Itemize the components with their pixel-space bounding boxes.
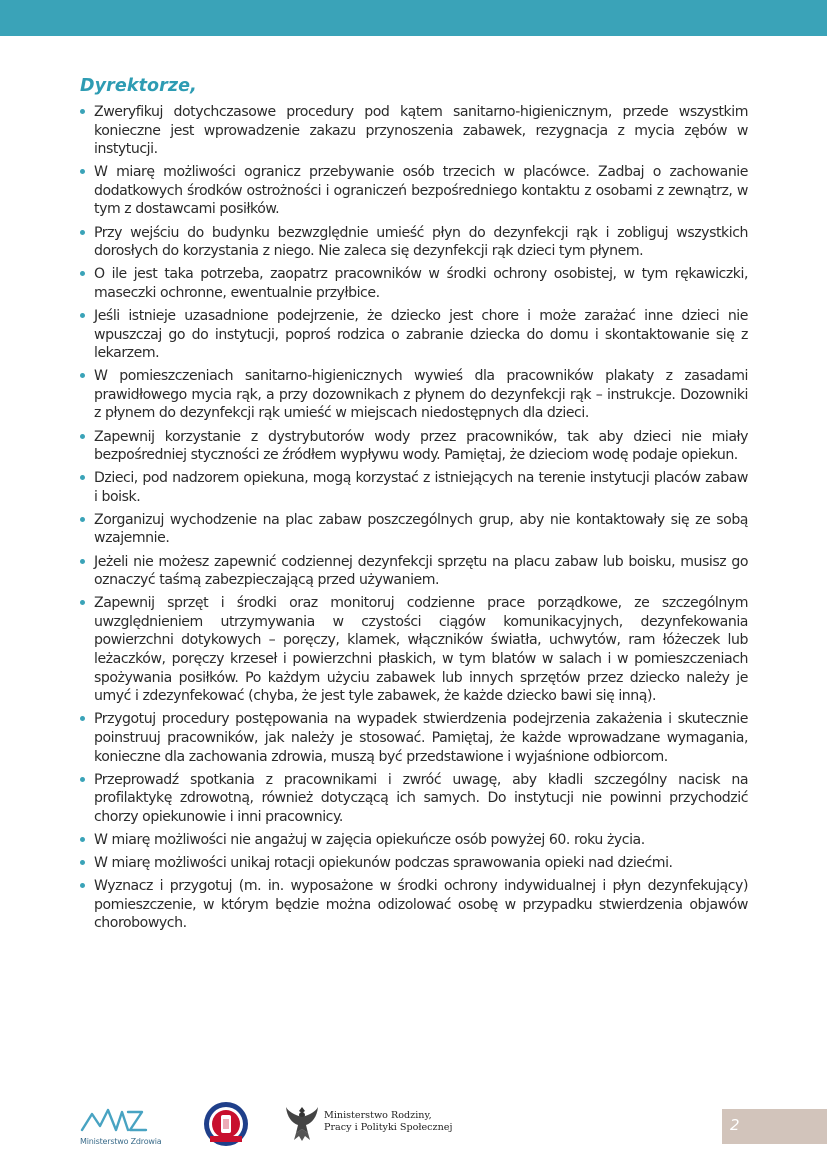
list-item bbox=[80, 553, 748, 590]
list-item bbox=[80, 224, 748, 261]
list-item-text: W pomieszczeniach sanitarno-higienicznych wywieś dla pracowników plakaty z zasadami prawidłowego mycia rąk, a przy dozownikach z płynem do dezynfekcji rąk – instrukcje. Dozowniki z płynem do dezynfekcji rąk umieść w miejscach niedostępnych dla dzieci. bbox=[94, 368, 748, 422]
page-number-box bbox=[722, 1109, 827, 1144]
list-item bbox=[80, 511, 748, 548]
bullet-icon bbox=[80, 860, 85, 865]
list-item bbox=[80, 307, 748, 363]
bullet-icon bbox=[80, 271, 85, 276]
footer-logos bbox=[80, 1100, 500, 1148]
ministry-line-1: Ministerstwo Rodziny, bbox=[324, 1110, 432, 1121]
list-item-text: Przeprowadź spotkania z pracownikami i zwróć uwagę, aby kładli szczególny nacisk na profilaktykę zdrowotną, również dotyczącą ich samych. Do instytucji nie powinni przychodzić chorzy opiekunowie i inni pracownicy. bbox=[94, 771, 748, 825]
sanitary-inspection-logo bbox=[202, 1100, 250, 1148]
page-number: 2 bbox=[730, 1116, 740, 1134]
top-accent-bar bbox=[0, 0, 827, 36]
list-item-text: W miarę możliwości nie angażuj w zajęcia opiekuńcze osób powyżej 60. roku życia. bbox=[94, 831, 645, 848]
list-item-text: Przygotuj procedury postępowania na wypadek stwierdzenia podejrzenia zakażenia i skutecznie poinstruuj pracowników, jak należy je stosować. Pamiętaj, że każde wprowadzane wymagania, konieczne dla zachowania zdrowia, muszą być przedstawione i wyjaśnione odbiorcom. bbox=[94, 711, 748, 765]
bullet-icon bbox=[80, 777, 85, 782]
ministry-line-2: Pracy i Polityki Społecznej bbox=[324, 1122, 453, 1133]
bullet-icon bbox=[80, 373, 85, 378]
list-item-text: Zapewnij sprzęt i środki oraz monitoruj codzienne prace porządkowe, ze szczególnym uwzględnieniem utrzymywania w czystości ciągów komunikacyjnych, dezynfekowania powierzchni dotykowych – poręczy, klamek, włączników światła, uchwytów, ram łóżeczek lub leżaczków, poręczy krzeseł i powierzchni płaskich, w tym blatów w salach i w pomieszczeniach spożywania posiłków. Po każdym użyciu zabawek lub innych sprzętów przez dziecko należy je umyć i zdezynfekować (chyba, że jest tyle zabawek, że każde dziecko bawi się inną). bbox=[94, 595, 748, 705]
mz-logo-icon bbox=[80, 1104, 160, 1136]
bullet-icon bbox=[80, 600, 85, 605]
list-item-text: Jeżeli nie możesz zapewnić codziennej dezynfekcji sprzętu na placu zabaw lub boisku, musisz go oznaczyć taśmą zabezpieczającą przed używaniem. bbox=[94, 553, 748, 589]
bullet-icon bbox=[80, 109, 85, 114]
list-item bbox=[80, 877, 748, 933]
ministry-of-health-logo bbox=[80, 1104, 160, 1146]
list-item-text: Jeśli istnieje uzasadnione podejrzenie, że dziecko jest chore i może zarażać inne dzieci nie wpuszczaj go do instytucji, poproś rodzica o zabranie dziecka do domu i skontaktowanie się z lekarzem. bbox=[94, 307, 748, 362]
list-item bbox=[80, 854, 748, 873]
mz-logo-caption: Ministerstwo Zdrowia bbox=[80, 1137, 162, 1146]
bullet-icon bbox=[80, 883, 85, 888]
list-item bbox=[80, 265, 748, 302]
list-item bbox=[80, 710, 748, 766]
list-item-text: Przy wejściu do budynku bezwzględnie umieść płyn do dezynfekcji rąk i zobliguj wszystkich dorosłych do korzystania z niego. Nie zaleca się dezynfekcji rąk dzieci tym płynem. bbox=[94, 224, 748, 260]
list-item bbox=[80, 469, 748, 506]
bullet-icon bbox=[80, 230, 85, 235]
bullet-icon bbox=[80, 559, 85, 564]
bullet-icon bbox=[80, 517, 85, 522]
list-item-text: O ile jest taka potrzeba, zaopatrz pracowników w środki ochrony osobistej, w tym rękawiczki, maseczki ochronne, ewentualnie przyłbice. bbox=[94, 266, 748, 301]
list-item-text: Zapewnij korzystanie z dystrybutorów wody przez pracowników, tak aby dzieci nie miały bezpośredniej styczności ze źródłem wypływu wody. Pamiętaj, że dzieciom wodę podaje opiekun. bbox=[94, 428, 748, 464]
eagle-icon bbox=[284, 1103, 320, 1143]
list-item-text: Zorganizuj wychodzenie na plac zabaw poszczególnych grup, aby nie kontaktowały się ze sobą wzajemnie. bbox=[94, 511, 748, 547]
bullet-icon bbox=[80, 313, 85, 318]
list-item-text: W miarę możliwości unikaj rotacji opiekunów podczas sprawowania opieki nad dziećmi. bbox=[94, 854, 673, 871]
page-heading: Dyrektorze, bbox=[80, 76, 197, 96]
list-item bbox=[80, 771, 748, 827]
list-item bbox=[80, 367, 748, 423]
guidelines-list bbox=[80, 103, 748, 937]
bullet-icon bbox=[80, 475, 85, 480]
list-item-text: Dzieci, pod nadzorem opiekuna, mogą korzystać z istniejących na terenie instytucji placów zabaw i boisk. bbox=[94, 470, 748, 505]
list-item-text: Wyznacz i przygotuj (m. in. wyposażone w środki ochrony indywidualnej i płyn dezynfekujący) pomieszczenie, w którym będzie można odizolować osobę w przypadku stwierdzenia objawów chorobowych. bbox=[94, 878, 748, 932]
ministry-family-caption bbox=[324, 1110, 452, 1134]
seal-icon bbox=[202, 1100, 250, 1148]
list-item bbox=[80, 594, 748, 706]
list-item bbox=[80, 103, 748, 159]
bullet-icon bbox=[80, 837, 85, 842]
list-item bbox=[80, 163, 748, 219]
list-item-text: Zweryfikuj dotychczasowe procedury pod kątem sanitarno-higienicznym, przede wszystkim konieczne jest wprowadzenie zakazu przynoszenia zabawek, rezygnacja z mycia zębów w instytucji. bbox=[94, 104, 748, 158]
list-item bbox=[80, 428, 748, 465]
list-item-text: W miarę możliwości ogranicz przebywanie osób trzecich w placówce. Zadbaj o zachowanie dodatkowych środków ostrożności i ograniczeń bezpośredniego kontaktu z osobami z zewnątrz, w tym z dostawcami posiłków. bbox=[94, 164, 748, 218]
bullet-icon bbox=[80, 434, 85, 439]
list-item bbox=[80, 831, 748, 850]
bullet-icon bbox=[80, 716, 85, 721]
bullet-icon bbox=[80, 169, 85, 174]
polish-eagle-emblem bbox=[284, 1103, 320, 1143]
